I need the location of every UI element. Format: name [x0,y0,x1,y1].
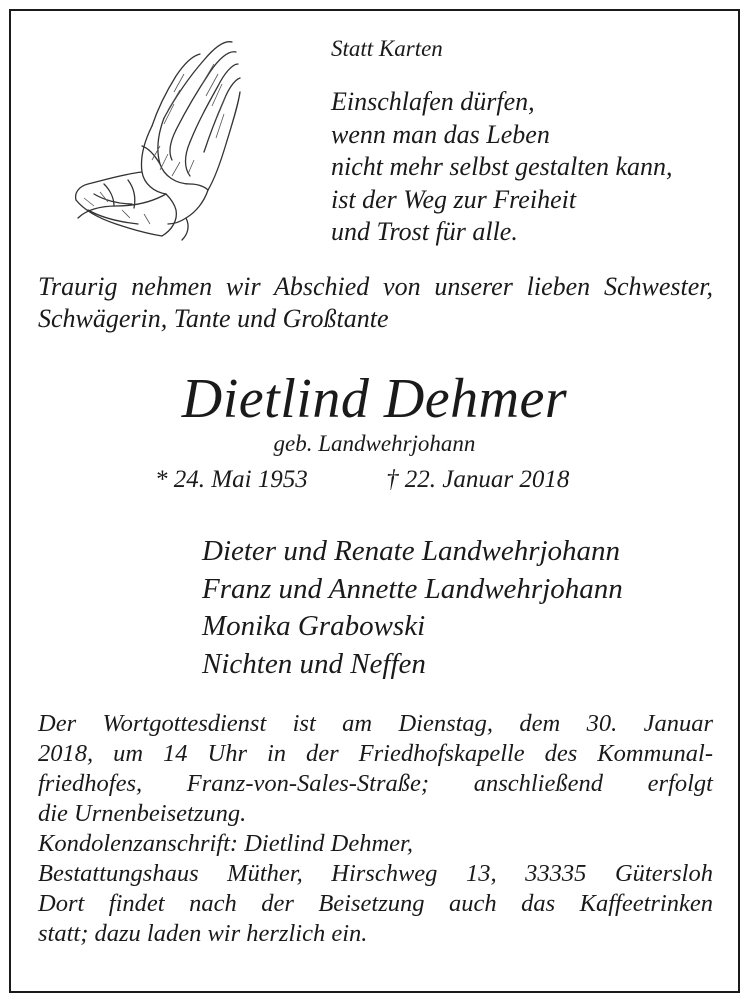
poem-line: Einschlafen dürfen, [331,87,535,116]
mourners-list [202,533,623,683]
birth-name: geb. Landwehrjohann [273,431,476,456]
mourner: Nichten und Neffen [202,647,426,680]
death-date: † 22. Januar 2018 [386,466,570,493]
poem [331,86,673,249]
mourner: Franz und Annette Landwehrjohann [202,572,623,605]
poem-line: ist der Weg zur Freiheit [331,184,577,214]
service-line: die Urnenbeisetzung. [38,800,247,827]
service-line: 2018, um 14 Uhr in der Friedhofskapelle des Kommunal- [38,740,713,767]
intro-text: Traurig nehmen wir Abschied von unserer lieben Schwester, Schwägerin, Tante und Großtante [38,272,713,333]
service-line: Dort findet nach der Beisetzung auch das Kaffeetrinken [38,890,713,917]
service-line: Der Wortgottesdienst ist am Dienstag, dem 30. Januar [38,710,713,737]
service-line: statt; dazu laden wir herzlich ein. [38,920,368,947]
poem-line: und Trost für alle. [331,217,518,246]
statt-karten-label: Statt Karten [331,36,443,61]
poem-line: wenn man das Leben [331,119,550,149]
praying-hands-icon [64,34,244,246]
deceased-name: Dietlind Dehmer [181,368,568,430]
condolence-address: Kondolenzanschrift: Dietlind Dehmer, [38,830,413,857]
mourner: Monika Grabowski [202,610,426,642]
service-line: friedhofes, Franz-von-Sales-Straße; anschließend erfolgt [38,770,713,797]
service-info [38,709,713,949]
mourner: Dieter und Renate Landwehrjohann [202,535,621,567]
poem-line: nicht mehr selbst gestalten kann, [331,152,673,181]
birth-date: * 24. Mai 1953 [155,466,308,493]
condolence-address: Bestattungshaus Müther, Hirschweg 13, 33335 Gütersloh [38,860,713,887]
